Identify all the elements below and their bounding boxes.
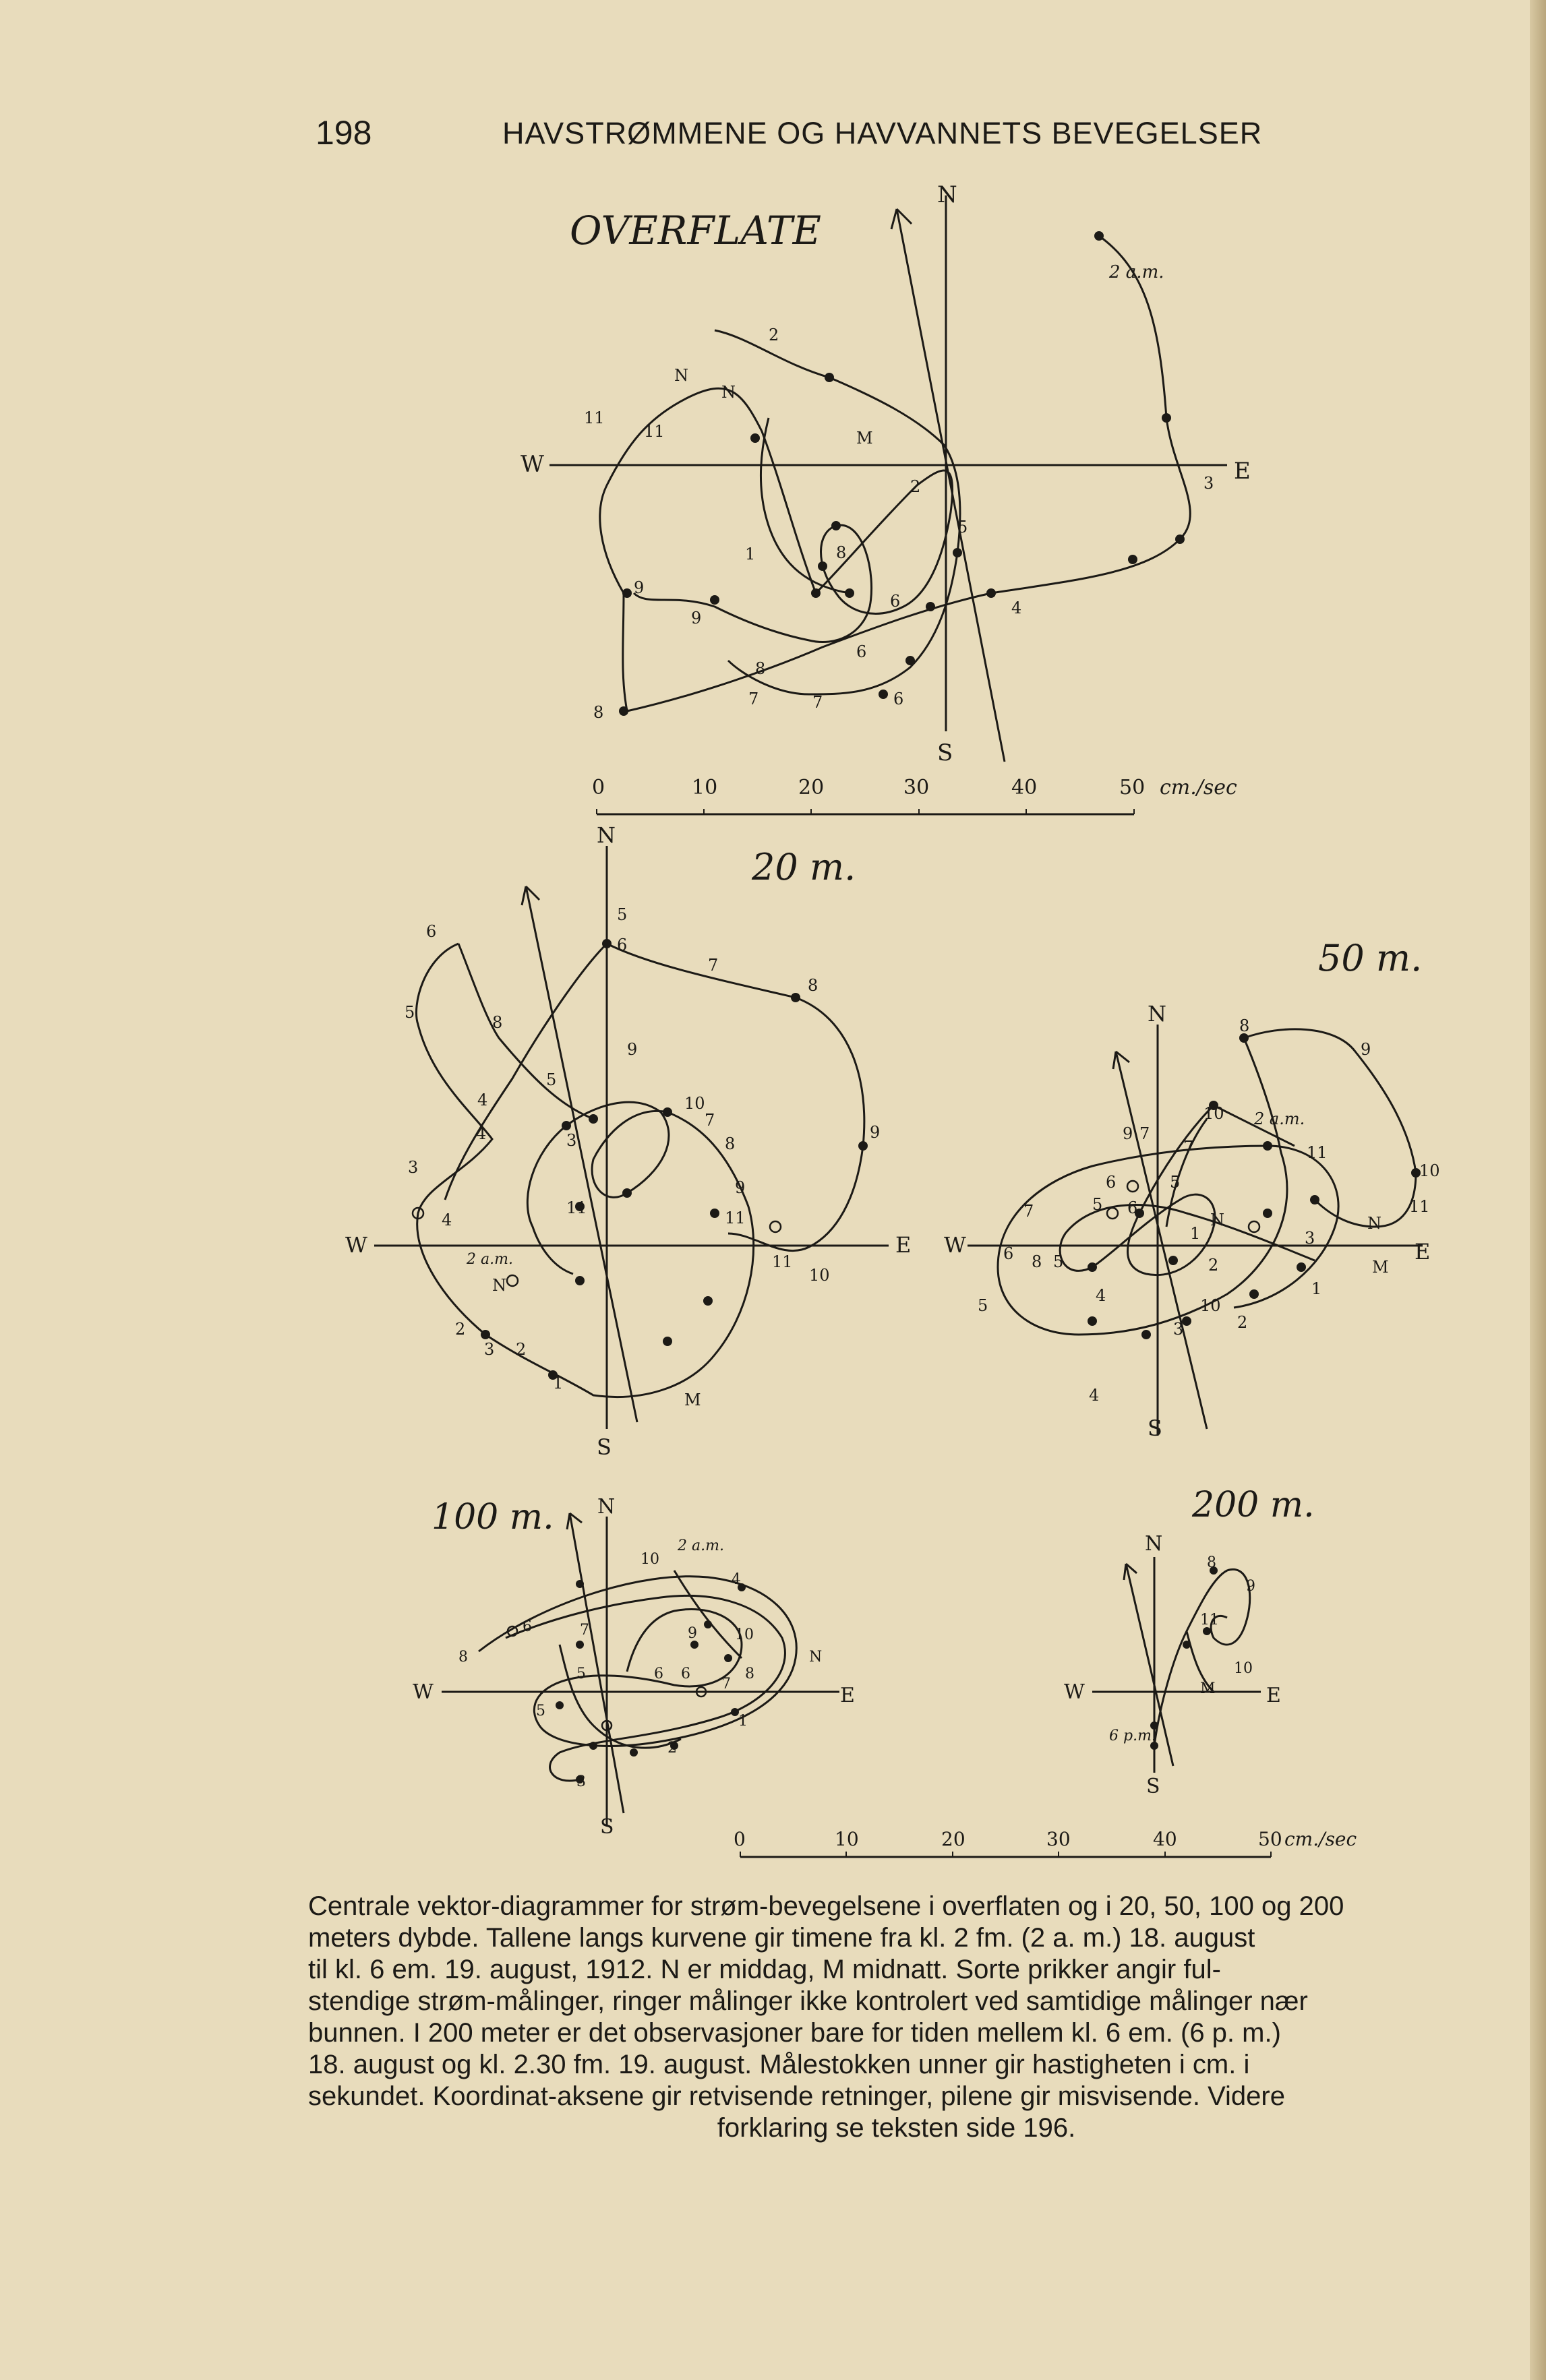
scale-bottom-tick-30: 30 [1046,1828,1071,1850]
svg-text:7: 7 [812,693,823,712]
svg-text:N: N [721,383,736,402]
scale-bar-bottom [734,1828,1357,1857]
svg-text:4: 4 [442,1211,452,1229]
svg-text:M: M [856,429,873,448]
svg-text:8: 8 [836,543,847,562]
m20-current-curve-2 [607,944,864,1251]
m100-time-start: 2 a.m. [678,1537,724,1554]
svg-text:4: 4 [1096,1286,1106,1305]
svg-text:7: 7 [1183,1138,1194,1157]
m200-north-label: N [1145,1532,1163,1556]
m50-hour-labels [978,1016,1440,1405]
svg-text:5: 5 [1092,1195,1103,1214]
svg-text:2: 2 [769,326,779,344]
scale-top-tick-40: 40 [1011,776,1038,799]
scale-bar-top [592,776,1237,814]
svg-text:9: 9 [634,578,645,597]
surface-diagram [521,181,1251,766]
m20-time-start: 2 a.m. [467,1251,513,1268]
svg-text:6: 6 [617,936,628,954]
surface-north-label: N [937,181,957,208]
m200-title: 200 m. [1192,1485,1315,1525]
surface-current-curve-3 [761,418,850,593]
svg-text:6: 6 [890,592,901,611]
svg-text:3: 3 [566,1131,577,1150]
m50-west-label: W [944,1232,966,1258]
svg-text:9: 9 [691,609,702,628]
m100-north-label: N [597,1495,616,1519]
scale-top-tick-30: 30 [903,776,930,799]
svg-text:10: 10 [735,1626,754,1643]
svg-text:5: 5 [617,905,628,924]
svg-text:8: 8 [1239,1016,1250,1035]
svg-text:11: 11 [772,1252,793,1271]
m200-time-start: 6 p.m. [1109,1728,1156,1744]
m100-diagram [413,1495,855,1839]
m100-magnetic-arrow [567,1513,624,1813]
svg-text:5: 5 [405,1003,415,1022]
svg-text:6: 6 [654,1666,663,1682]
scale-bottom-tick-40: 40 [1153,1828,1177,1850]
svg-text:6: 6 [893,690,904,708]
m200-hour-labels [1200,1554,1255,1697]
svg-text:2: 2 [1237,1313,1248,1332]
m100-east-label: E [840,1684,855,1707]
svg-text:5: 5 [536,1703,545,1719]
m20-title: 20 m. [752,846,856,888]
svg-text:3: 3 [1173,1320,1184,1339]
svg-text:6: 6 [1127,1198,1138,1217]
svg-text:8: 8 [808,976,819,995]
m100-current-curve [479,1577,796,1746]
svg-text:4: 4 [732,1571,741,1588]
caption-line-4: stendige strøm-målinger, ringer målinger ikke kontrolert ved samtidige målinger nær [308,1986,1308,2016]
svg-text:6: 6 [523,1618,532,1635]
m200-current-curve [1154,1569,1250,1746]
caption-line-3: til kl. 6 em. 19. august, 1912. N er middag, M midnatt. Sorte prikker angir ful- [308,1955,1221,1984]
m20-diagram [345,822,911,1460]
svg-text:8: 8 [593,703,604,722]
m200-diagram [1064,1485,1315,1798]
svg-text:1: 1 [738,1713,748,1730]
svg-text:7: 7 [580,1622,589,1639]
svg-text:5: 5 [1170,1173,1181,1192]
surface-title: OVERFLATE [570,208,821,253]
svg-text:10: 10 [1203,1104,1224,1123]
svg-text:11: 11 [725,1209,746,1227]
running-title: HAVSTRØMMENE OG HAVVANNETS BEVEGELSER [502,116,1263,150]
svg-text:11: 11 [566,1198,587,1217]
svg-text:11: 11 [644,422,665,441]
svg-text:8: 8 [458,1649,468,1666]
svg-text:10: 10 [641,1551,659,1568]
svg-text:5: 5 [957,518,968,537]
svg-text:1: 1 [1311,1279,1322,1298]
svg-text:8: 8 [1032,1252,1042,1271]
m50-current-curve [998,1029,1416,1335]
svg-text:7: 7 [1139,1124,1150,1143]
svg-text:3: 3 [1305,1229,1315,1248]
svg-text:11: 11 [1200,1612,1219,1628]
svg-text:7: 7 [708,956,719,975]
surface-magnetic-arrow [891,209,1005,762]
svg-text:7: 7 [1023,1202,1034,1221]
svg-text:5: 5 [978,1296,988,1315]
svg-text:7: 7 [721,1676,731,1692]
m200-south-label: S [1146,1775,1160,1798]
svg-text:11: 11 [1409,1197,1430,1216]
surface-current-curve [600,236,1190,711]
m100-hour-labels [458,1551,822,1790]
svg-text:8: 8 [745,1666,754,1682]
m50-east-label: E [1415,1239,1431,1264]
scale-top-unit: cm./sec [1160,776,1237,799]
svg-text:10: 10 [684,1094,705,1113]
svg-text:2: 2 [667,1740,677,1757]
svg-text:8: 8 [725,1134,736,1153]
svg-text:M: M [1200,1680,1216,1697]
caption-line-2: meters dybde. Tallene langs kurvene gir timene fra kl. 2 fm. (2 a. m.) 18. august [308,1923,1255,1953]
figure-caption [308,1891,1485,2144]
svg-text:1: 1 [1190,1224,1201,1243]
scale-bottom-tick-0: 0 [734,1828,746,1850]
surface-east-label: E [1234,458,1251,485]
svg-text:3: 3 [484,1340,495,1359]
surface-west-label: W [521,451,544,478]
svg-text:N: N [492,1276,506,1295]
svg-text:5: 5 [546,1070,557,1089]
surface-south-label: S [937,739,953,766]
svg-text:1: 1 [553,1374,564,1393]
m20-east-label: E [895,1232,912,1258]
svg-text:4: 4 [1011,599,1022,617]
svg-text:9: 9 [1361,1040,1371,1059]
svg-text:6: 6 [1003,1244,1014,1263]
svg-text:9: 9 [688,1625,697,1642]
scale-bottom-tick-10: 10 [835,1828,859,1850]
svg-text:2: 2 [910,477,921,496]
caption-line-5: bunnen. I 200 meter er det observasjoner bare for tiden mellem kl. 6 em. (6 p. m.) [308,2018,1281,2048]
svg-text:5: 5 [1053,1252,1064,1271]
svg-text:10: 10 [1234,1660,1253,1677]
svg-text:3: 3 [408,1158,419,1177]
svg-text:7: 7 [705,1111,715,1130]
svg-text:10: 10 [809,1266,830,1285]
m200-east-label: E [1266,1684,1281,1707]
svg-text:10: 10 [1200,1296,1221,1315]
svg-text:9: 9 [627,1040,638,1059]
m50-title: 50 m. [1318,937,1423,979]
svg-text:11: 11 [1307,1143,1328,1162]
scale-bottom-tick-20: 20 [941,1828,965,1850]
svg-text:7: 7 [748,690,759,708]
svg-text:4: 4 [477,1091,488,1109]
caption-last-line: forklaring se teksten side 196. [717,2113,1076,2143]
svg-text:10: 10 [1419,1161,1440,1180]
svg-text:1: 1 [745,545,756,563]
svg-text:5: 5 [576,1666,586,1682]
scale-bottom-unit: cm./sec [1284,1828,1357,1850]
svg-text:8: 8 [492,1013,503,1032]
m200-west-label: W [1064,1680,1085,1704]
svg-text:3: 3 [576,1773,586,1790]
m50-diagram [944,937,1440,1441]
scale-top-tick-50: 50 [1119,776,1146,799]
svg-text:9: 9 [1123,1124,1133,1143]
svg-text:6: 6 [681,1666,690,1682]
svg-text:11: 11 [584,408,605,427]
m100-title: 100 m. [432,1497,554,1537]
caption-line-6: 18. august og kl. 2.30 fm. 19. august. Målestokken unner gir hastigheten i cm. i [308,2050,1250,2079]
m50-south-label: S [1148,1415,1162,1441]
caption-line-1: Centrale vektor-diagrammer for strøm-bevegelsene i overflaten og i 20, 50, 100 og 200 [308,1891,1344,1921]
m100-west-label: W [413,1680,434,1704]
page-number: 198 [316,114,372,152]
svg-text:N: N [674,366,688,385]
page-binding-edge [1530,0,1546,2380]
m20-north-label: N [597,822,616,848]
m50-time-start: 2 a.m. [1254,1109,1305,1128]
svg-text:M: M [1372,1258,1389,1277]
scale-top-tick-20: 20 [798,776,825,799]
svg-text:9: 9 [735,1178,746,1197]
svg-text:4: 4 [1089,1386,1100,1405]
surface-time-start: 2 a.m. [1109,262,1164,282]
m20-west-label: W [345,1232,367,1258]
scale-bottom-tick-50: 50 [1258,1828,1282,1850]
svg-text:3: 3 [1203,474,1214,493]
svg-text:4: 4 [476,1124,487,1143]
svg-text:N: N [809,1649,823,1666]
m50-north-label: N [1148,1001,1166,1027]
svg-text:6: 6 [1106,1173,1117,1192]
svg-text:N: N [1367,1214,1381,1233]
svg-text:9: 9 [1246,1578,1255,1595]
svg-text:2: 2 [516,1340,527,1359]
surface-hour-labels [584,326,1214,722]
svg-text:6: 6 [426,922,437,941]
m100-south-label: S [600,1815,614,1839]
m20-south-label: S [597,1434,612,1460]
scale-top-tick-0: 0 [592,776,605,799]
caption-line-7: sekundet. Koordinat-aksene gir retvisende retninger, pilene gir misvisende. Videre [308,2081,1285,2111]
surface-dots [619,231,1185,716]
svg-text:8: 8 [755,659,766,678]
svg-text:6: 6 [856,642,867,661]
svg-text:N: N [1210,1211,1224,1229]
svg-text:2: 2 [1208,1256,1219,1275]
svg-text:2: 2 [455,1320,466,1339]
m20-magnetic-arrow [522,886,637,1422]
svg-text:9: 9 [870,1123,881,1142]
svg-text:M: M [684,1391,701,1409]
scale-top-tick-10: 10 [692,776,718,799]
svg-text:8: 8 [1207,1554,1216,1571]
